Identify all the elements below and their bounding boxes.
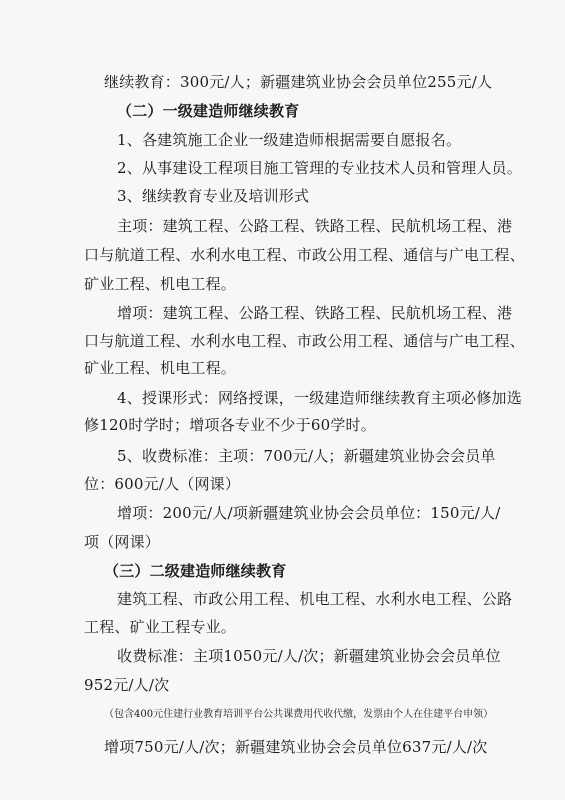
section-heading: （三）二级建造师继续教育 [104,562,287,580]
text-line: 增项750元/人/次；新疆建筑业协会会员单位637元/人/次 [104,738,488,756]
text-line: 4、授课形式：网络授课，一级建造师继续教育主项必修加选 [117,389,522,407]
text-line: 3、继续教育专业及培训形式 [117,187,310,205]
text-line: 建筑工程、市政公用工程、机电工程、水利水电工程、公路 [117,590,513,608]
text-line: 矿业工程、机电工程。 [84,275,237,293]
text-line: 2、从事建设工程项目施工管理的专业技术人员和管理人员。 [117,159,522,177]
text-line: 主项：建筑工程、公路工程、铁路工程、民航机场工程、港 [117,217,513,235]
text-line: 收费标准：主项1050元/人/次；新疆建筑业协会会员单位 [117,647,501,665]
section-heading: （二）一级建造师继续教育 [117,102,300,120]
text-line: 工程、矿业工程专业。 [84,618,237,636]
footnote-text: （包含400元住建行业教育培训平台公共课费用代收代缴，发票由个人在住建平台申领） [104,709,494,720]
text-line: 矿业工程、机电工程。 [84,359,237,377]
text-line: 口与航道工程、水利水电工程、市政公用工程、通信与广电工程、 [84,332,525,350]
text-line: 修120时学时；增项各专业不少于60学时。 [84,416,376,434]
text-line: 继续教育：300元/人；新疆建筑业协会会员单位255元/人 [104,73,493,91]
text-line: 增项：建筑工程、公路工程、铁路工程、民航机场工程、港 [117,304,513,322]
text-line: 项（网课） [84,533,161,551]
text-line: 5、收费标准：主项：700元/人；新疆建筑业协会会员单 [117,447,496,465]
text-line: 位：600元/人（网课） [84,475,241,493]
text-line: 增项：200元/人/项新疆建筑业协会会员单位：150元/人/ [117,504,501,522]
text-line: 952元/人/次 [84,676,170,694]
text-line: 1、各建筑施工企业一级建造师根据需要自愿报名。 [117,131,462,149]
text-line: 口与航道工程、水利水电工程、市政公用工程、通信与广电工程、 [84,246,525,264]
